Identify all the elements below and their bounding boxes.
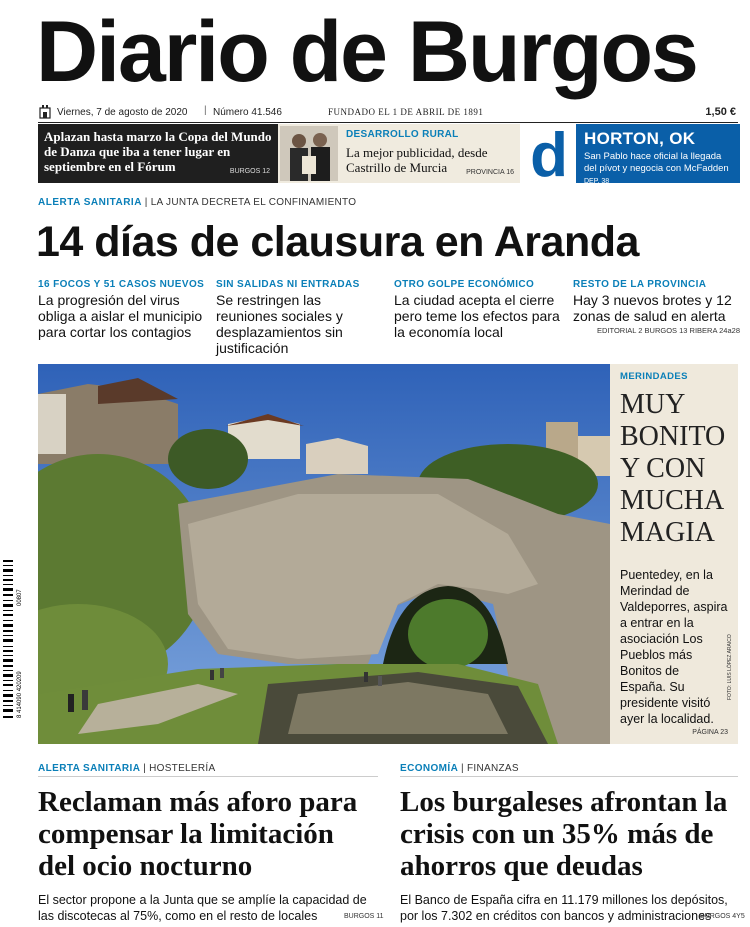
story-kicker-section: ECONOMÍA — [400, 763, 459, 774]
teaser-headline: HORTON, OK — [584, 129, 696, 148]
sports-logo — [522, 124, 576, 183]
teaser-photo — [280, 126, 338, 181]
barcode-number: 8 414090 420209 — [17, 671, 23, 718]
column-kicker: RESTO DE LA PROVINCIA — [573, 279, 707, 290]
story-page-ref: BURGOS 4Y5 — [700, 913, 745, 920]
lead-column — [38, 279, 208, 340]
story-kicker — [400, 763, 519, 774]
teaser-desarrollo-rural[interactable] — [278, 124, 520, 183]
lead-kicker-divider: | — [144, 197, 151, 208]
barcode — [3, 560, 21, 720]
dateline-separator: | — [204, 105, 207, 116]
story-kicker-divider: | — [143, 763, 150, 774]
lead-column — [573, 279, 738, 324]
teaser-text: San Pablo hace oficial la llegada del pívot y negocia con McFadden — [584, 151, 729, 174]
column-kicker: SIN SALIDAS NI ENTRADAS — [216, 279, 360, 290]
story-kicker-divider: | — [460, 763, 467, 774]
lead-headline[interactable]: 14 días de clausura en Aranda — [36, 218, 639, 266]
dateline — [38, 104, 738, 123]
teaser-text-block — [584, 151, 736, 188]
divider — [400, 776, 738, 777]
teaser-danza[interactable] — [38, 124, 278, 183]
story-kicker-subsection: HOSTELERÍA — [149, 763, 216, 774]
column-kicker: 16 FOCOS Y 51 CASOS NUEVOS — [38, 279, 205, 290]
story-page-ref: BURGOS 11 — [344, 913, 384, 920]
teaser-page-ref: PROVINCIA 16 — [466, 169, 514, 176]
column-text: La ciudad acepta el cierre pero teme los efectos para la economía local — [394, 292, 560, 340]
masthead-title[interactable]: Diario de Burgos — [36, 4, 697, 100]
story-headline[interactable]: Reclaman más aforo para compensar la limitación del ocio nocturno — [38, 786, 358, 882]
feature-photo[interactable] — [38, 364, 610, 744]
barcode-icon — [3, 560, 13, 720]
teaser-horton[interactable] — [522, 124, 740, 183]
feature-kicker: MERINDADES — [620, 371, 688, 382]
column-text: Hay 3 nuevos brotes y 12 zonas de salud en alerta — [573, 292, 732, 324]
teaser-kicker: DESARROLLO RURAL — [346, 129, 459, 140]
lead-kicker-subsection: LA JUNTA DECRETA EL CONFINAMIENTO — [150, 197, 357, 208]
founded-line: FUNDADO EL 1 DE ABRIL DE 1891 — [328, 107, 484, 117]
teaser-text: La mejor publicidad, desde Castrillo de Murcia — [346, 145, 488, 175]
price: 1,50 € — [705, 106, 736, 118]
story-kicker-section: ALERTA SANITARIA — [38, 763, 141, 774]
sports-logo-icon — [522, 124, 576, 183]
lead-column — [216, 279, 386, 356]
divider — [38, 776, 378, 777]
lead-column — [394, 279, 564, 340]
feature-page-ref: PÁGINA 23 — [692, 729, 728, 736]
story-kicker-subsection: FINANZAS — [466, 763, 519, 774]
sports-logo-letter: d — [530, 124, 568, 183]
teaser-page-ref: BURGOS 12 — [229, 168, 270, 175]
issue-number: Número 41.546 — [213, 107, 282, 118]
lead-kicker-section: ALERTA SANITARIA — [38, 197, 142, 208]
column-kicker: OTRO GOLPE ECONÓMICO — [394, 279, 535, 290]
feature-text: Puentedey, en la Merindad de Valdeporres, aspira a entrar en la asociación Los Pueblos más Bonitos de España. Su presidente visitó ayer la localidad. — [620, 568, 728, 726]
story-text: El sector propone a la Junta que se amplíe la capacidad de las discotecas al 75%, como en el resto de locales — [38, 893, 367, 923]
column-text: Se restringen las reuniones sociales y desplazamientos sin justificación — [216, 292, 343, 356]
lead-kicker — [38, 197, 356, 208]
column-text: La progresión del virus obliga a aislar el municipio para cortar los contagios — [38, 292, 203, 340]
feature-headline[interactable]: MUY BONITO Y CON MUCHA MAGIA — [620, 389, 726, 548]
lead-page-refs: EDITORIAL 2 BURGOS 13 RIBERA 24a28 — [597, 326, 740, 335]
teaser-page-ref: DEP. 38 — [584, 178, 610, 185]
teaser-text: Aplazan hasta marzo la Copa del Mundo de Danza que iba a tener lugar en septiembre en el Fórum — [44, 129, 272, 174]
story-kicker — [38, 763, 215, 774]
story-headline[interactable]: Los burgaleses afrontan la crisis con un 35% más de ahorros que deudas — [400, 786, 728, 882]
barcode-numbers — [14, 560, 24, 720]
issue-date: Viernes, 7 de agosto de 2020 — [57, 107, 188, 118]
crest-icon — [38, 104, 52, 119]
story-text: El Banco de España cifra en 11.179 millones los depósitos, por los 7.302 en créditos con bancos y administraciones — [400, 893, 728, 923]
photo-credit: FOTO: LUIS LÓPEZ ARAICO — [727, 634, 733, 700]
feature-sidebar — [610, 364, 738, 744]
barcode-code: 00807 — [17, 589, 23, 606]
